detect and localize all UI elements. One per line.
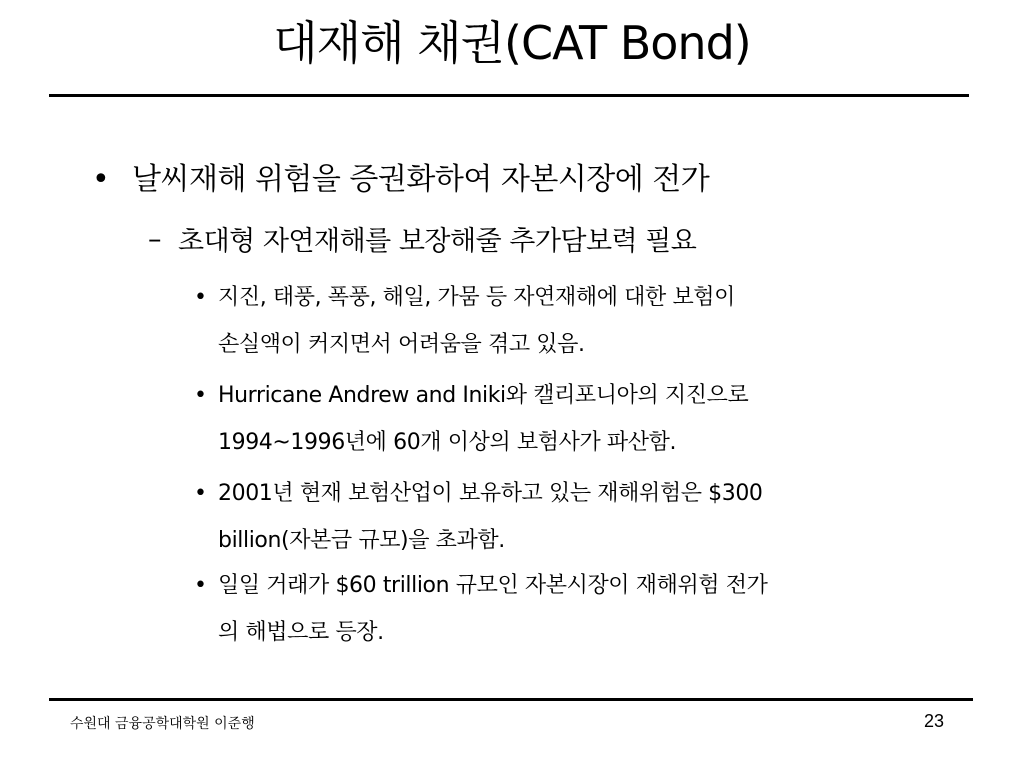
list-item (194, 470, 954, 564)
footer-divider (49, 698, 973, 701)
list-item-line: billion(자본금 규모)을 초과함. (218, 528, 505, 553)
bullet-icon: • (194, 481, 207, 506)
list-item-line: 지진, 태풍, 폭풍, 해일, 가뭄 등 자연재해에 대한 보험이 (218, 285, 736, 310)
list-item-line: Hurricane Andrew and Iniki와 캘리포니아의 지진으로 (218, 383, 749, 408)
sub-bullet-text: 초대형 자연재해를 보장해줄 추가담보력 필요 (178, 226, 697, 257)
list-item-line: 2001년 현재 보험산업이 보유하고 있는 재해위험은 $300 (218, 481, 763, 506)
list-item-line: 의 해법으로 등장. (218, 620, 384, 645)
bullet-icon: • (194, 383, 207, 408)
list-item-line: 손실액이 커지면서 어려움을 겪고 있음. (218, 332, 585, 357)
list-item (194, 372, 954, 466)
dash-icon: – (148, 224, 161, 255)
list-item-line: 일일 거래가 $60 trillion 규모인 자본시장이 재해위험 전가 (218, 573, 768, 598)
main-bullet-text: 날씨재해 위험을 증권화하여 자본시장에 전가 (132, 162, 710, 197)
list-item (194, 562, 954, 656)
page-number: 23 (923, 711, 944, 731)
footer-author: 수원대 금융공학대학원 이준행 (70, 716, 255, 732)
list-item (194, 274, 954, 368)
bullet-icon: • (92, 162, 110, 197)
bullet-icon: • (194, 285, 207, 310)
bullet-icon: • (194, 573, 207, 598)
slide-title: 대재해 채권(CAT Bond) (273, 16, 751, 70)
list-item-line: 1994~1996년에 60개 이상의 보험사가 파산함. (218, 430, 677, 455)
